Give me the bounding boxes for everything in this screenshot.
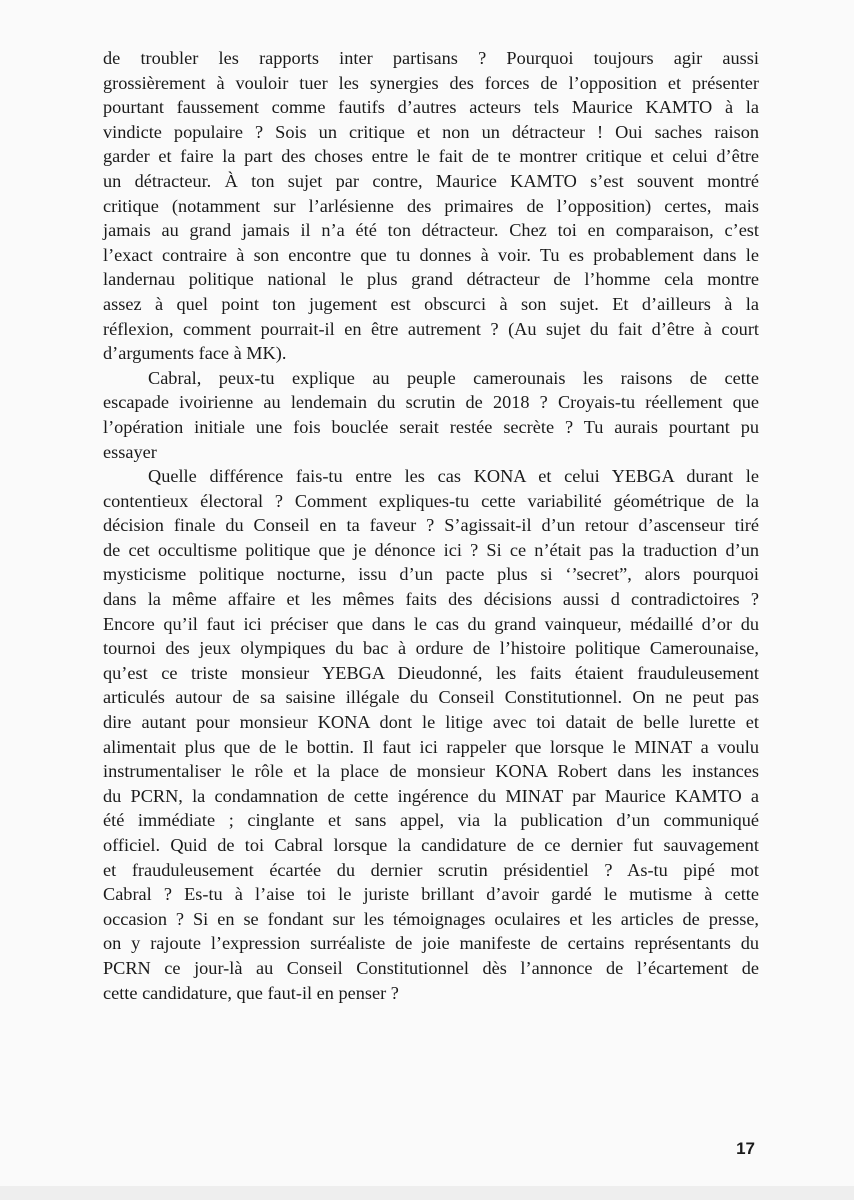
- text-line: alimentait plus que de le bottin. Il faut ici rappeler que lorsque le MINAT a voulu: [103, 736, 759, 757]
- text-line: officiel. Quid de toi Cabral lorsque la candidature de ce dernier fut sauvagement: [103, 835, 759, 855]
- text-line: été immédiate ; cinglante et sans appel, via la publication d’un communiqué: [103, 810, 759, 831]
- text-line: PCRN ce jour-là au Conseil Constitutionnel dès l’annonce de l’écartement de: [103, 957, 759, 978]
- text-line: Quelle différence fais-tu entre les cas KONA et celui YEBGA durant le: [148, 466, 759, 487]
- text-line: occasion ? Si en se fondant sur les témoignages oculaires et les articles de presse,: [103, 908, 759, 929]
- page-number: 17: [736, 1139, 755, 1158]
- text-line: assez à quel point ton jugement est obscurci à son sujet. Et d’ailleurs à la: [103, 293, 759, 314]
- paragraph: [103, 46, 759, 366]
- text-line: d’arguments face à MK).: [103, 343, 287, 364]
- text-line: l’exact contraire à son encontre que tu donnes à voir. Tu es probablement dans le: [103, 244, 759, 265]
- text-line: garder et faire la part des choses entre le fait de te montrer critique et celui d’être: [103, 146, 759, 167]
- paragraph: [103, 464, 759, 1005]
- body-text: [103, 46, 759, 1005]
- text-line: critique (notamment sur l’arlésienne des primaires de l’opposition) certes, mais: [103, 195, 759, 216]
- text-line: de cet occultisme politique que je dénonce ici ? Si ce n’était pas la traduction d’un: [103, 539, 759, 560]
- text-line: pourtant faussement comme fautifs d’autres acteurs tels Maurice KAMTO à la: [103, 97, 759, 118]
- text-line: qu’est ce triste monsieur YEBGA Dieudonné, les faits étaient frauduleusement: [103, 662, 759, 683]
- text-line: réflexion, comment pourrait-il en être autrement ? (Au sujet du fait d’être à court: [103, 318, 759, 339]
- text-line: Cabral ? Es-tu à l’aise toi le juriste brillant d’avoir gardé le mutisme à cette: [103, 884, 759, 905]
- text-line: contentieux électoral ? Comment expliques-tu cette variabilité géométrique de la: [103, 490, 759, 511]
- text-line: dire autant pour monsieur KONA dont le litige avec toi datait de belle lurette et: [103, 712, 759, 733]
- page-bottom-edge: [0, 1186, 854, 1200]
- text-line: grossièrement à vouloir tuer les synergies des forces de l’opposition et présenter: [103, 72, 759, 93]
- text-line: articulés autour de sa saisine illégale du Conseil Constitutionnel. On ne peut pas: [103, 687, 759, 708]
- text-line: landernau politique national le plus grand détracteur de l’homme cela montre: [103, 269, 759, 290]
- text-line: cette candidature, que faut-il en penser ?: [103, 982, 399, 1003]
- text-line: du PCRN, la condamnation de cette ingérence du MINAT par Maurice KAMTO a: [103, 785, 759, 806]
- text-line: décision finale du Conseil en ta faveur ? S’agissait-il d’un retour d’ascenseur tiré: [103, 515, 759, 536]
- text-line: dans la même affaire et les mêmes faits des décisions aussi d contradictoires ?: [103, 589, 759, 610]
- text-line: et frauduleusement écartée du dernier scrutin présidentiel ? As-tu pipé mot: [103, 859, 759, 880]
- text-line: instrumentaliser le rôle et la place de monsieur KONA Robert dans les instances: [103, 761, 759, 782]
- text-line: on y rajoute l’expression surréaliste de joie manifeste de certains représentants du: [103, 933, 759, 954]
- text-line: escapade ivoirienne au lendemain du scrutin de 2018 ? Croyais-tu réellement que: [103, 392, 759, 413]
- text-line: l’opération initiale une fois bouclée serait restée secrète ? Tu aurais pourtant pu: [103, 416, 759, 437]
- text-line: un détracteur. À ton sujet par contre, Maurice KAMTO s’est souvent montré: [103, 170, 759, 191]
- text-line: vindicte populaire ? Sois un critique et non un détracteur ! Oui saches raison: [103, 121, 759, 142]
- text-line: Cabral, peux-tu explique au peuple camerounais les raisons de cette: [148, 367, 759, 388]
- text-line: de troubler les rapports inter partisans ? Pourquoi toujours agir aussi: [103, 48, 759, 68]
- text-line: jamais au grand jamais il n’a été ton détracteur. Chez toi en comparaison, c’est: [103, 220, 759, 241]
- text-line: Encore qu’il faut ici préciser que dans le cas du grand vainqueur, médaillé d’or du: [103, 613, 759, 634]
- text-line: tournoi des jeux olympiques du bac à ordure de l’histoire politique Camerounaise,: [103, 638, 759, 659]
- text-line: mysticisme politique nocturne, issu d’un pacte plus si ‘’secret”, alors pourquoi: [103, 564, 759, 585]
- text-line: essayer: [103, 441, 157, 462]
- paragraph: [103, 366, 759, 464]
